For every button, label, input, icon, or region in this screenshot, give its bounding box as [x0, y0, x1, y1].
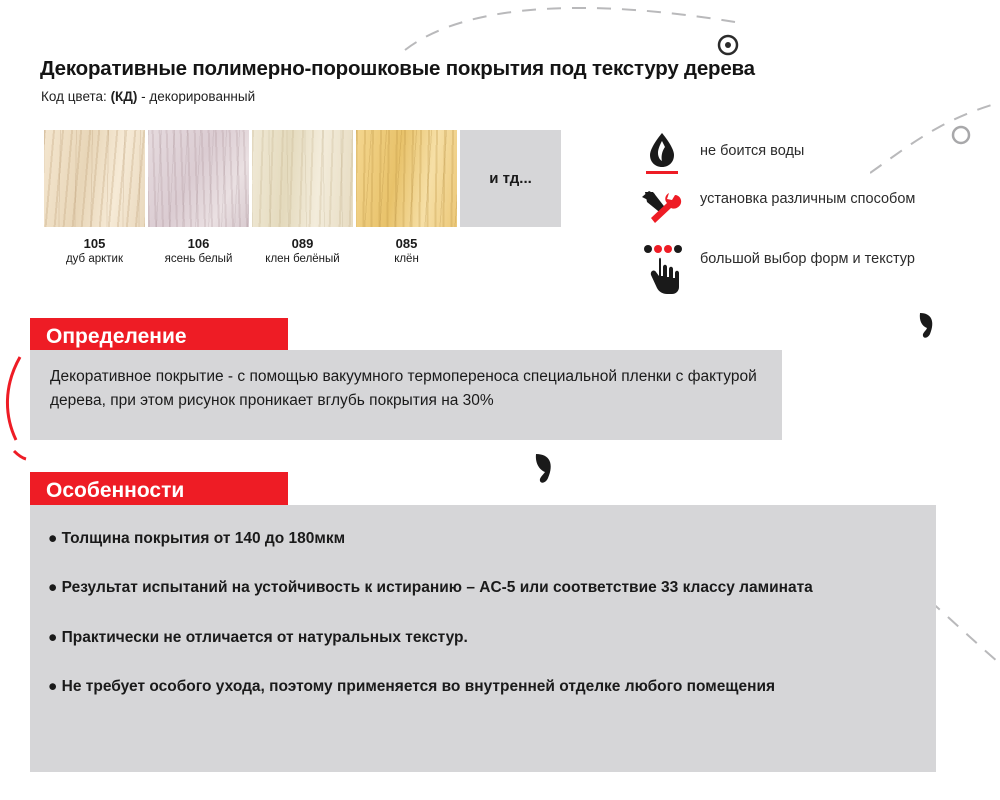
section-body-definition: Декоративное покрытие - с помощью вакуумного термопереноса специальной пленки с фактурой дерева, при этом рисунок проникает вглубь покрытия на 30%	[30, 350, 782, 440]
swatch-name: ясень белый	[164, 253, 233, 266]
decorative-ring-icon	[946, 120, 976, 150]
feature-bullet: ● Практически не отличается от натуральных текстур.	[48, 628, 468, 646]
page-title: Декоративные полимерно-порошковые покрытия под текстуру дерева	[40, 57, 755, 80]
feature-item-water	[636, 130, 936, 188]
section-body-features	[30, 505, 936, 772]
feature-bullet: ● Результат испытаний на устойчивость к истиранию – AC-5 или соответствие 33 классу ламината	[48, 579, 813, 597]
swatch-code: 105	[83, 236, 106, 251]
tools-icon	[636, 188, 688, 233]
swatch-name: клен белёный	[265, 253, 340, 266]
swatch-more-placeholder[interactable]: и тд...	[460, 130, 561, 227]
section-heading-features: Особенности	[30, 472, 288, 512]
swatch-code: 089	[291, 236, 314, 251]
swatch-caption	[148, 236, 249, 267]
swatch-name: дуб арктик	[65, 253, 124, 266]
swatch-item[interactable]	[44, 130, 145, 267]
swatch-name: клён	[394, 253, 419, 266]
feature-label: установка различным способом	[700, 191, 916, 207]
swatch-sample-image	[148, 130, 249, 227]
swatch-caption	[356, 236, 457, 267]
decorative-comma-mark-right	[910, 305, 950, 345]
swatch-item[interactable]	[356, 130, 457, 267]
feature-item-installation	[636, 188, 936, 248]
swatch-code: 085	[395, 236, 418, 251]
feature-label: не боится воды	[700, 143, 805, 159]
section-heading-definition: Определение	[30, 318, 288, 358]
feature-bullet: ● Толщина покрытия от 140 до 180мкм	[48, 530, 346, 547]
feature-bullet: ● Не требует особого ухода, поэтому применяется во внутренней отделке любого помещения	[48, 677, 776, 695]
subtitle-suffix: - декорированный	[137, 89, 256, 104]
page-subtitle	[41, 89, 255, 104]
swatch-caption	[44, 236, 145, 267]
feature-item-variety	[636, 248, 936, 308]
subtitle-prefix: Код цвета:	[41, 89, 111, 104]
swatch-sample-image	[356, 130, 457, 227]
swatch-sample-image	[252, 130, 353, 227]
subtitle-code: (КД)	[110, 89, 138, 104]
feature-label: большой выбор форм и текстур	[700, 251, 915, 267]
swatch-item[interactable]	[148, 130, 249, 267]
swatch-caption	[252, 236, 353, 267]
decorative-dashed-line-top	[400, 0, 740, 60]
swatch-sample-image	[44, 130, 145, 227]
water-drop-icon	[636, 130, 688, 179]
hand-pointer-icon	[636, 242, 688, 303]
swatch-item[interactable]	[252, 130, 353, 267]
swatch-code: 106	[187, 236, 210, 251]
decorative-comma-mark	[528, 448, 568, 488]
